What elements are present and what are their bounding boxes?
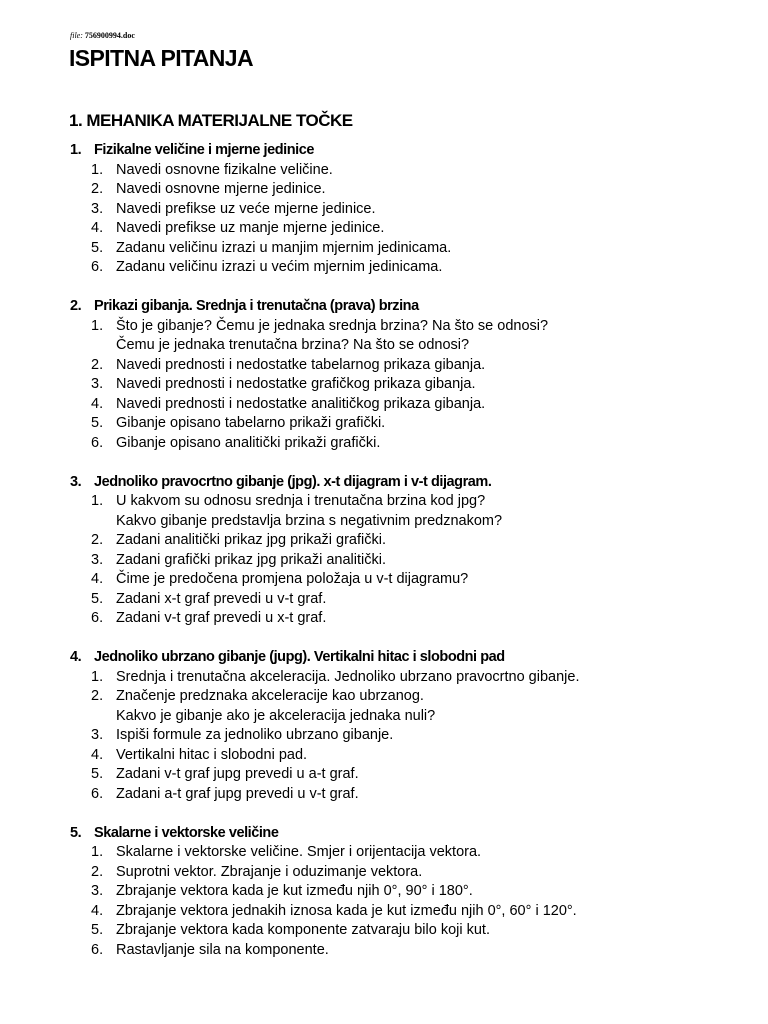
question-text: Zadani a-t graf jupg prevedi u v-t graf. (116, 785, 359, 802)
question-text: Ispiši formule za jednoliko ubrzano gibanje. (116, 727, 394, 743)
question-text: Kakvo gibanje predstavlja brzina s negativnim predznakom? (116, 512, 503, 529)
question-text: Zadani v-t graf jupg prevedi u a-t graf. (116, 766, 359, 782)
question-text: Navedi prednosti i nedostatke tabelarnog prikaza gibanja. (116, 356, 486, 373)
question-text: Zadanu veličinu izrazi u manjim mjernim jedinicama. (116, 239, 452, 256)
question-number: 3. (91, 727, 104, 743)
section-number: 2. (70, 298, 82, 314)
question-number: 3. (91, 883, 104, 899)
question-text: Navedi prednosti i nedostatke analitičkog prikaza gibanja. (116, 395, 486, 412)
question-number: 4. (91, 571, 104, 587)
file-label: file: (70, 31, 83, 40)
question-text: Zadani x-t graf prevedi u v-t graf. (116, 590, 327, 607)
section-title: Skalarne i vektorske veličine (94, 824, 279, 841)
question-number: 4. (91, 746, 104, 763)
section-title: Jednoliko ubrzano gibanje (jupg). Vertikalni hitac i slobodni pad (94, 649, 505, 665)
question-text: Zadani analitički prikaz jpg prikaži grafički. (116, 532, 386, 548)
question-text: Gibanje opisano analitički prikaži grafički. (116, 434, 381, 451)
question-number: 5. (91, 766, 104, 782)
question-text: Srednja i trenutačna akceleracija. Jednoliko ubrzano pravocrtno gibanje. (116, 668, 580, 685)
file-name: 756900994.doc (84, 31, 135, 40)
question-text: U kakvom su odnosu srednja i trenutačna brzina kod jpg? (116, 493, 486, 509)
question-text: Rastavljanje sila na komponente. (116, 941, 329, 958)
file-name-line (70, 31, 135, 40)
question-text: Čemu je jednaka trenutačna brzina? Na što se odnosi? (116, 337, 470, 353)
question-text: Zadanu veličinu izrazi u većim mjernim jedinicama. (116, 259, 443, 275)
question-number: 6. (91, 941, 104, 958)
question-text: Značenje predznaka akceleracije kao ubrzanog. (116, 688, 424, 704)
question-text: Vertikalni hitac i slobodni pad. (116, 746, 308, 763)
question-number: 4. (91, 220, 104, 236)
chapter-heading: 1. MEHANIKA MATERIJALNE TOČKE (69, 111, 353, 130)
question-number: 2. (91, 688, 104, 704)
section-number: 1. (70, 142, 82, 158)
section-number: 5. (70, 824, 82, 841)
question-number: 6. (91, 259, 104, 275)
question-text: Što je gibanje? Čemu je jednaka srednja brzina? Na što se odnosi? (116, 317, 549, 334)
question-number: 1. (91, 844, 104, 860)
question-number: 5. (91, 922, 104, 938)
question-number: 2. (91, 532, 104, 548)
question-number: 3. (91, 200, 104, 217)
question-text: Navedi prednosti i nedostatke grafičkog prikaza gibanja. (116, 376, 476, 392)
question-number: 2. (91, 356, 104, 373)
question-number: 6. (91, 610, 104, 626)
question-text: Zadani v-t graf prevedi u x-t graf. (116, 610, 327, 626)
question-number: 1. (91, 317, 104, 334)
section-title: Fizikalne veličine i mjerne jedinice (94, 142, 314, 158)
question-text: Zbrajanje vektora kada komponente zatvaraju bilo koji kut. (116, 922, 490, 938)
question-number: 2. (91, 863, 104, 880)
question-text: Čime je predočena promjena položaja u v-t dijagramu? (116, 571, 469, 587)
question-text: Suprotni vektor. Zbrajanje i oduzimanje vektora. (116, 863, 423, 880)
question-text: Gibanje opisano tabelarno prikaži grafički. (116, 415, 386, 431)
question-text: Navedi prefikse uz veće mjerne jedinice. (116, 200, 376, 217)
section-number: 3. (70, 473, 82, 490)
question-number: 2. (91, 181, 104, 197)
question-text: Zbrajanje vektora kada je kut između njih 0°, 90° i 180°. (116, 883, 473, 899)
question-text: Navedi prefikse uz manje mjerne jedinice. (116, 220, 385, 236)
question-text: Skalarne i vektorske veličine. Smjer i orijentacija vektora. (116, 844, 482, 860)
question-number: 3. (91, 551, 104, 568)
question-number: 4. (91, 395, 104, 412)
question-number: 5. (91, 415, 104, 431)
question-number: 1. (91, 668, 104, 685)
question-text: Zbrajanje vektora jednakih iznosa kada je kut između njih 0°, 60° i 120°. (116, 902, 577, 919)
document-title: ISPITNA PITANJA (69, 45, 253, 71)
question-text: Navedi osnovne mjerne jedinice. (116, 181, 326, 197)
question-number: 3. (91, 376, 104, 392)
question-number: 1. (91, 493, 104, 509)
question-number: 5. (91, 590, 104, 607)
question-number: 5. (91, 239, 104, 256)
section-title: Prikazi gibanja. Srednja i trenutačna (prava) brzina (94, 298, 419, 314)
question-number: 1. (91, 161, 104, 178)
question-text: Zadani grafički prikaz jpg prikaži analitički. (116, 551, 386, 568)
question-text: Kakvo je gibanje ako je akceleracija jednaka nuli? (116, 707, 436, 724)
question-number: 4. (91, 902, 104, 919)
question-number: 6. (91, 785, 104, 802)
section-number: 4. (70, 649, 82, 665)
question-text: Navedi osnovne fizikalne veličine. (116, 161, 333, 178)
question-number: 6. (91, 434, 104, 451)
section-title: Jednoliko pravocrtno gibanje (jpg). x-t dijagram i v-t dijagram. (94, 473, 492, 490)
